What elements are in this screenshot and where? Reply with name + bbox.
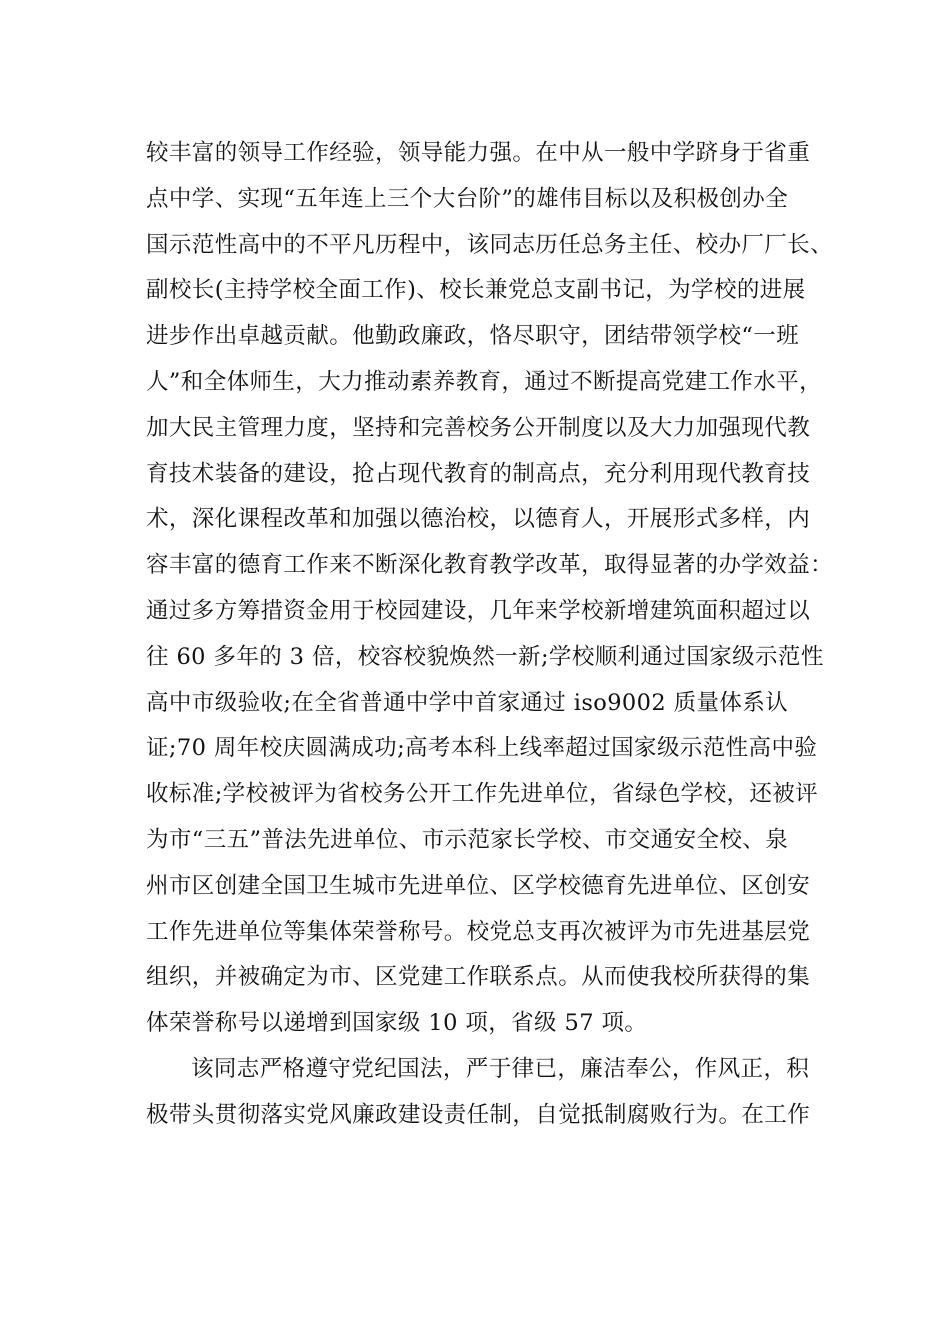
text-line: 国示范性高中的不平凡历程中，该同志历任总务主任、校办厂厂长、 [146,231,834,258]
text-line: 证;70 周年校庆圆满成功;高考本科上线率超过国家级示范性高中验 [146,735,818,762]
text-line: 组织，并被确定为市、区党建工作联系点。从而使我校所获得的集 [146,964,811,991]
text-line: 术，深化课程改革和加强以德治校，以德育人，开展形式多样，内 [146,506,811,533]
text-line: 育技术装备的建设，抢占现代教育的制高点，充分利用现代教育技 [146,460,811,487]
text-line: 副校长(主持学校全面工作)、校长兼党总支副书记，为学校的进展 [146,277,806,304]
body-text [146,131,834,1139]
text-line: 工作先进单位等集体荣誉称号。校党总支再次被评为市先进基层党 [146,918,811,945]
paragraph-1 [146,131,834,1047]
paragraph-2 [146,1047,826,1139]
text-line: 高中市级验收;在全省普通中学中首家通过 iso9002 质量体系认 [146,689,789,716]
text-line: 加大民主管理力度，坚持和完善校务公开制度以及大力加强现代教 [146,414,811,441]
text-line: 人”和全体师生，大力推动素养教育，通过不断提高党建工作水平， [146,368,823,395]
text-line: 为市“三五”普法先进单位、市示范家长学校、市交通安全校、泉 [146,826,789,853]
text-line: 较丰富的领导工作经验，领导能力强。在中从一般中学跻身于省重 [146,140,811,166]
text-line: 往 60 多年的 3 倍，校容校貌焕然一新;学校顺利通过国家级示范性 [146,643,824,670]
text-line: 极带头贯彻落实党风廉政建设责任制，自觉抵制腐败行为。在工作 [146,1101,811,1128]
text-line: 收标准;学校被评为省校务公开工作先进单位，省绿色学校，还被评 [146,781,819,808]
text-line: 容丰富的德育工作来不断深化教育教学改革，取得显著的办学效益： [146,552,834,579]
text-line: 该同志严格遵守党纪国法，严于律已，廉洁奉公，作风正，积 [191,1055,810,1082]
text-line: 州市区创建全国卫生城市先进单位、区学校德育先进单位、区创安 [146,872,811,899]
text-line: 点中学、实现“五年连上三个大台阶”的雄伟目标以及积极创办全 [146,185,789,212]
text-line: 体荣誉称号以递增到国家级 10 项，省级 57 项。 [146,1010,648,1037]
text-line: 进步作出卓越贡献。他勤政廉政，恪尽职守，团结带领学校“一班 [146,323,800,350]
text-line: 通过多方筹措资金用于校园建设，几年来学校新增建筑面积超过以 [146,597,811,624]
